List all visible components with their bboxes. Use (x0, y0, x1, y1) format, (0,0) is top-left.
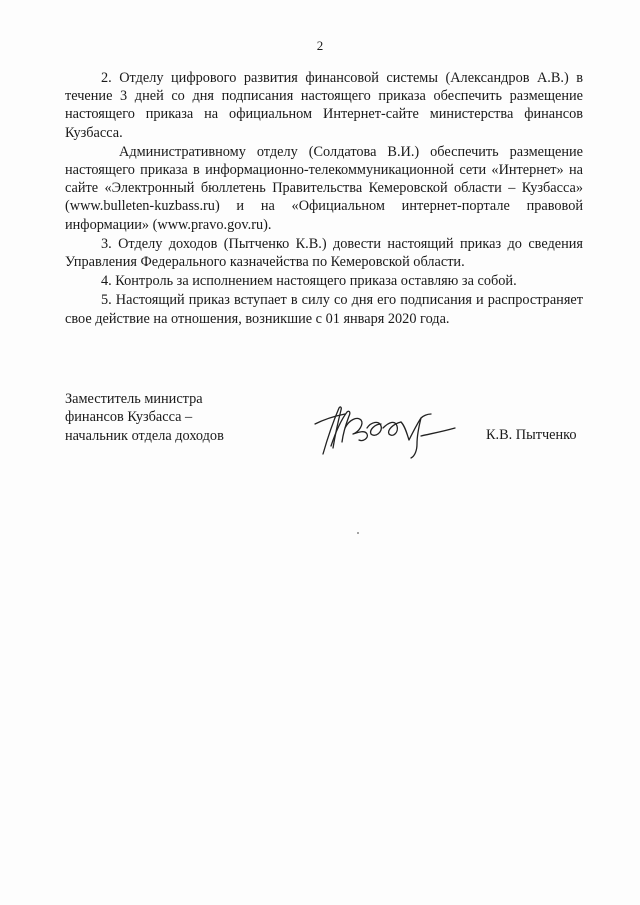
scan-speck (357, 532, 359, 534)
signatory-title (65, 390, 224, 445)
signatory-name: К.В. Пытченко (486, 427, 577, 443)
paragraph-admin-department: Административному отделу (Солдатова В.И.) обеспечить размещение настоящего приказа в информационно-телекоммуникационной сети «Интернет» на сайте «Электронный бюллетень Правительства Кемеровской области – Кузбасса» (www.bulleten-kuzbass.ru) и на «Официальном интернет-портале правовой информации» (www.pravo.gov.ru). (65, 143, 583, 233)
paragraph-item-5: 5. Настоящий приказ вступает в силу со дня его подписания и распространяет свое действие на отношения, возникшие с 01 января 2020 года. (65, 292, 583, 327)
paragraph-item-2: 2. Отделу цифрового развития финансовой системы (Александров А.В.) в течение 3 дней со дня подписания настоящего приказа обеспечить размещение настоящего приказа на официальном Интернет-сайте министерства финансов Кузбасса. (65, 70, 583, 141)
handwritten-signature (309, 398, 459, 460)
signatory-title-line: финансов Кузбасса – (65, 409, 193, 426)
signatory-title-line: начальник отдела доходов (65, 427, 224, 444)
paragraph-item-4: 4. Контроль за исполнением настоящего приказа оставляю за собой. (101, 273, 517, 290)
paragraph-item-3: 3. Отделу доходов (Пытченко К.В.) довести настоящий приказ до сведения Управления Федерального казначейства по Кемеровской области. (65, 235, 583, 271)
signature-block (65, 390, 585, 470)
document-body (65, 69, 583, 328)
page-number: 2 (316, 38, 324, 53)
signatory-title-line: Заместитель министра (65, 391, 203, 407)
